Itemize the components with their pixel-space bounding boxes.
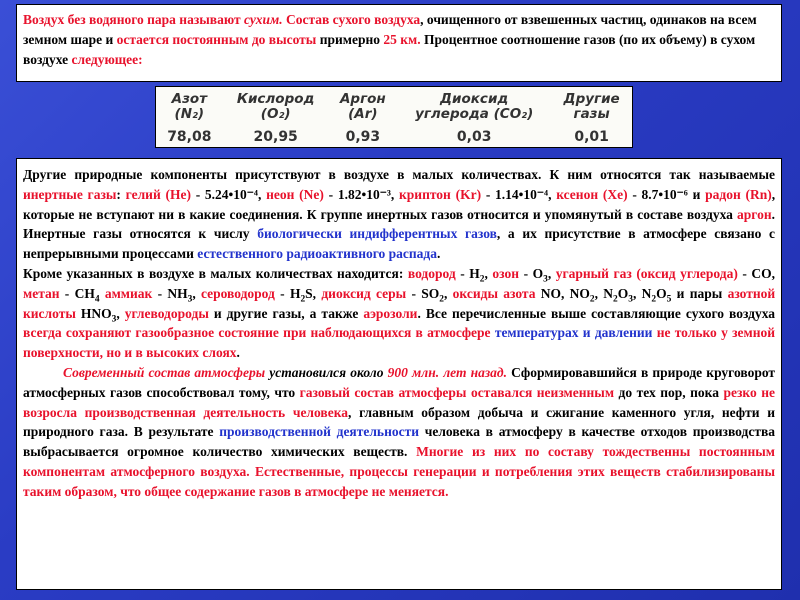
intro-term-following: следующее: xyxy=(71,52,143,67)
gas-value-oxygen: 20,95 xyxy=(253,128,298,145)
gas-header-other: Другие газы xyxy=(563,91,620,122)
paragraph-minor-gases: Кроме указанных в воздухе в малых количествах находится: водород - $H_2$, озон - $O_3$, угарный газ (оксид углерода) - CO, метан - $CH_4$ аммиак - $NH_3$, сероводород - $H_2S$, диоксид серы - $SO_2$, оксиды азота NO, $NO_2$, $N_2O_3$, $N_2O_5$ и пары азотной кислоты $HNO_3$, углеводороды и другие газы, а также аэрозоли. Все перечисленные выше составляющие сухого воздуха всегда сохраняют газообразное состояние при наблюдающихся в атмосфере температурах и давлении не только у земной поверхности, но и в высоких слоях. xyxy=(23,265,776,361)
gas-table-header-row xyxy=(156,87,632,127)
gas-header-oxygen: Кислород (O₂) xyxy=(236,91,315,122)
gas-header-argon: Аргон (Ar) xyxy=(339,91,386,122)
gas-table-value-row xyxy=(156,127,632,147)
intro-paragraph xyxy=(23,10,775,70)
intro-text: примерно xyxy=(319,32,381,47)
intro-text: Воздух без водяного пара называют xyxy=(23,12,241,27)
intro-term-dry: сухим. xyxy=(243,12,283,27)
paragraph-inert-gases: Другие природные компоненты присутствуют в воздухе в малых количествах. К ним относятся так называемые инертные газы: гелий (He) - 5.24•10⁻⁴, неон (Ne) - 1.82•10⁻³, криптон (Kr) - 1.14•10⁻⁴, ксенон (Xe) - 8.7•10⁻⁶ и радон (Rn), которые не вступают ни в какие соединения. К группе инертных газов относится и упомянутый в составе воздуха аргон. Инертные газы относятся к числу биологически индифферентных газов, а их присутствие в атмосфере связано с непрерывными процессами естественного радиоактивного распада. xyxy=(23,167,776,262)
gas-table xyxy=(156,87,632,147)
main-text-box xyxy=(16,158,782,590)
paragraph-modern-composition: Современный состав атмосферы установился около 900 млн. лет назад. Сформировавшийся в природе круговорот атмосферных газов способствовал тому, что газовый состав атмосферы оставался неизменным до тех пор, пока резко не возросла производственная деятельность человека, главным образом добыча и сжигание каменного угля, нефти и природного газа. В результате производственной деятельности человека в атмосферу в качестве отходов производства выбрасывается огромное количество химических веществ. Многие из них по составу тождественны постоянным компонентам атмосферного воздуха. Естественные, процессы генерации и потребления этих веществ стабилизированы таким образом, что общее содержание газов в атмосфере не меняется. xyxy=(23,364,776,499)
intro-text-box xyxy=(16,4,782,82)
intro-term-height: 25 км. xyxy=(383,32,421,47)
gas-value-nitrogen: 78,08 xyxy=(167,128,212,145)
gas-header-nitrogen: Азот (N₂) xyxy=(171,91,208,122)
intro-text: , очищенного от взвешенных частиц, одинаков на всем земном шаре и xyxy=(23,12,757,47)
intro-text: Процентное соотношение газов (по их объему) в сухом воздухе xyxy=(23,32,756,67)
intro-term-composition: Состав сухого воздуха xyxy=(285,12,421,27)
gas-composition-table xyxy=(155,86,633,148)
gas-value-co2: 0,03 xyxy=(456,128,492,145)
gas-value-argon: 0,93 xyxy=(345,128,381,145)
gas-value-other: 0,01 xyxy=(574,128,609,145)
intro-term-constant: остается постоянным до высоты xyxy=(116,32,317,47)
gas-header-co2: Диоксид углерода (CO₂) xyxy=(415,91,534,122)
